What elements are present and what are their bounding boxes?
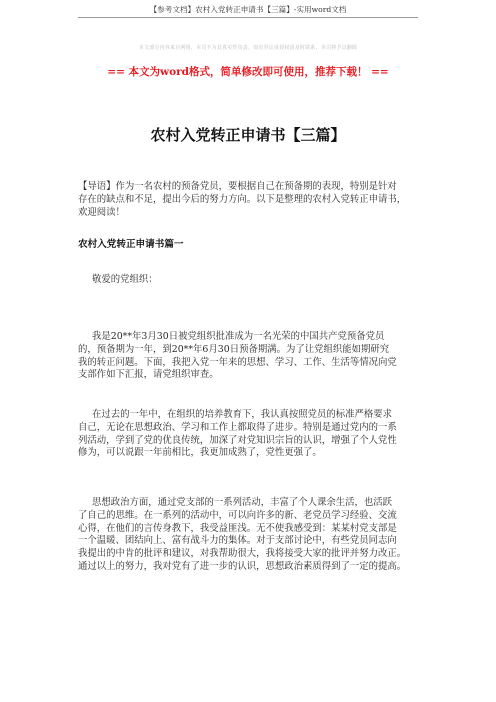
paragraph-3 <box>78 497 430 574</box>
paragraph-line: 在过去的一年中，在组织的培养教育下，我认真按照党员的标准严格要求 <box>92 409 393 420</box>
paragraph-2 <box>78 409 430 460</box>
paragraph-line: 通过以上的努力，我对党有了进一步的认识，思想政治素质得到了一定的提高。 <box>78 560 407 572</box>
paragraph-1 <box>78 331 430 382</box>
salutation-text: 敬爱的党组织： <box>92 274 158 285</box>
page-header: 【参考文档】农村入党转正申请书【三篇】-实用word文档 <box>149 5 347 14</box>
paragraph-line: 心得，在他们的言传身教下，我受益匪浅。无不使我感受到：某某村党支部是 <box>78 522 397 534</box>
word-format-notice: == 本文为word格式，简单修改即可使用，推荐下载！ == <box>107 66 389 78</box>
paragraph-line: 了自己的思维。在一系列的活动中，可以向许多的新、老党员学习经验、交流 <box>78 509 397 521</box>
paragraph-line: 修为，可以说跟一年前相比，我更加成熟了，党性更强了。 <box>78 447 322 459</box>
paragraph-line: 的，预备期为一年，到20**年6月30日预备期满。为了让党组织能如期研究 <box>78 343 390 355</box>
intro-line: 【导语】作为一名农村的预备党员，要根据自己在预备期的表现，特别是针对 <box>78 181 397 192</box>
intro-line: 欢迎阅读！ <box>78 206 125 218</box>
paragraph-line: 列活动，学到了党的优良传统，加深了对党知识宗旨的认识，增强了个人党性 <box>78 434 397 446</box>
salutation <box>78 274 430 287</box>
paragraph-line: 自己，无论在思想政治、学习和工作上都取得了进步。特别是通过党内的一系 <box>78 421 397 433</box>
intro-line: 存在的缺点和不足，提出今后的努力方向。以下是整理的农村入党转正申请书， <box>78 193 407 205</box>
paragraph-line: 我是20**年3月30日被党组织批准成为一名光荣的中国共产党预备党员 <box>92 331 385 342</box>
document-title: 农村入党转正申请书【三篇】 <box>150 126 346 144</box>
paragraph-line: 我的转正问题。下面，我把入党一年来的思想、学习、工作、生活等情况向党 <box>78 356 397 368</box>
disclaimer-text: 本文部分内容来自网络，本司不为其真实性负责，如有异议或侵权请及时联系，本司将予以删除 <box>138 45 358 51</box>
header-divider <box>78 17 418 18</box>
section-heading: 农村入党转正申请书篇一 <box>78 239 184 250</box>
paragraph-line: 我提出的中肯的批评和建议，对我帮助很大，我将接受大家的批评并努力改正。 <box>78 548 407 560</box>
paragraph-line: 支部作如下汇报，请党组织审查。 <box>78 369 219 381</box>
paragraph-line: 一个温暖、团结向上、富有战斗力的集体。对于支部讨论中，有些党员同志向 <box>78 535 397 547</box>
intro-paragraph <box>78 181 430 219</box>
paragraph-line: 思想政治方面，通过党支部的一系列活动，丰富了个人课余生活，也活跃 <box>92 497 393 508</box>
